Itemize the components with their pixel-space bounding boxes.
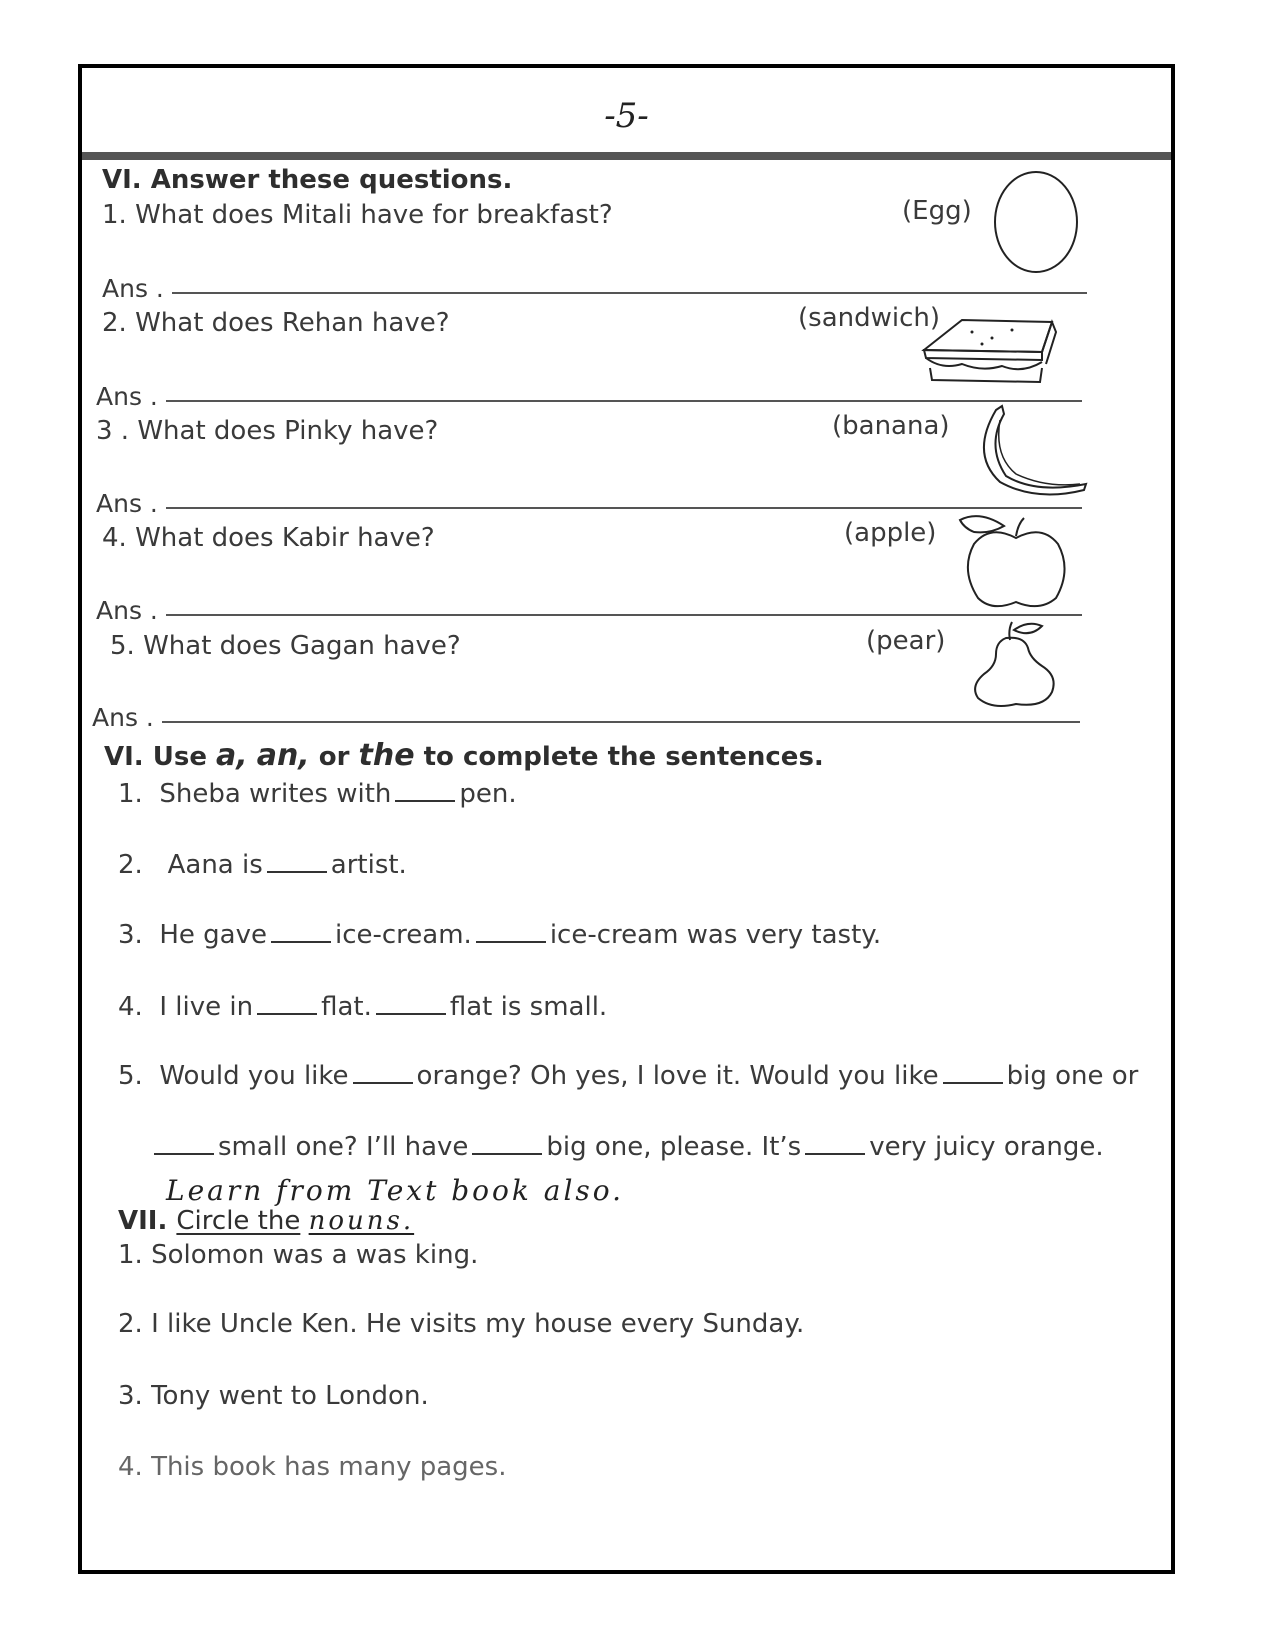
question-1: 1. What does Mitali have for breakfast? bbox=[102, 200, 613, 230]
pear-icon bbox=[970, 620, 1058, 706]
answer-line-5[interactable] bbox=[162, 721, 1080, 723]
answer-label-3: Ans . bbox=[96, 489, 158, 518]
hint-egg: (Egg) bbox=[902, 196, 972, 226]
banana-icon bbox=[976, 406, 1090, 494]
question-4: 4. What does Kabir have? bbox=[102, 523, 435, 553]
noun-item-1: 1. Solomon was a was king. bbox=[118, 1240, 479, 1270]
hint-pear: (pear) bbox=[866, 626, 946, 656]
egg-icon bbox=[994, 170, 1080, 274]
hint-banana: (banana) bbox=[832, 411, 950, 441]
answer-label-5: Ans . bbox=[92, 703, 154, 732]
header-divider bbox=[82, 152, 1171, 160]
answer-label-1: Ans . bbox=[102, 274, 164, 303]
worksheet-frame bbox=[78, 64, 1175, 1574]
section-heading-nouns: VII. Circle the nouns. bbox=[118, 1206, 415, 1236]
article-item-3: 3. He gave ice-cream. ice-cream was very tasty. bbox=[118, 920, 882, 950]
section-heading-articles: VI. Use a, an, or the to complete the sentences. bbox=[104, 738, 824, 773]
article-item-5-continued: small one? I’ll have big one, please. It’s very juicy orange. bbox=[154, 1132, 1104, 1162]
noun-item-4: 4. This book has many pages. bbox=[118, 1452, 507, 1482]
handwritten-note: Learn from Text book also. bbox=[166, 1174, 625, 1207]
answer-line-1[interactable] bbox=[172, 292, 1087, 294]
question-3: 3 . What does Pinky have? bbox=[96, 416, 439, 446]
answer-label-4: Ans . bbox=[96, 596, 158, 625]
page-number: -5- bbox=[604, 96, 649, 136]
answer-label-2: Ans . bbox=[96, 382, 158, 411]
apple-icon bbox=[960, 514, 1070, 612]
answer-line-4[interactable] bbox=[166, 614, 1082, 616]
answer-line-3[interactable] bbox=[166, 507, 1082, 509]
section-heading-questions: VI. Answer these questions. bbox=[102, 165, 513, 195]
answer-line-2[interactable] bbox=[166, 400, 1082, 402]
article-item-1: 1. Sheba writes with pen. bbox=[118, 779, 517, 809]
question-5: 5. What does Gagan have? bbox=[110, 631, 461, 661]
article-item-4: 4. I live in flat. flat is small. bbox=[118, 992, 608, 1022]
hint-sandwich: (sandwich) bbox=[798, 303, 941, 333]
sandwich-icon bbox=[922, 312, 1058, 392]
noun-item-2: 2. I like Uncle Ken. He visits my house every Sunday. bbox=[118, 1309, 805, 1339]
article-item-5: 5. Would you like orange? Oh yes, I love it. Would you like big one or bbox=[118, 1061, 1139, 1091]
noun-item-3: 3. Tony went to London. bbox=[118, 1381, 429, 1411]
question-2: 2. What does Rehan have? bbox=[102, 308, 450, 338]
article-item-2: 2. Aana is artist. bbox=[118, 850, 407, 880]
hint-apple: (apple) bbox=[844, 518, 937, 548]
